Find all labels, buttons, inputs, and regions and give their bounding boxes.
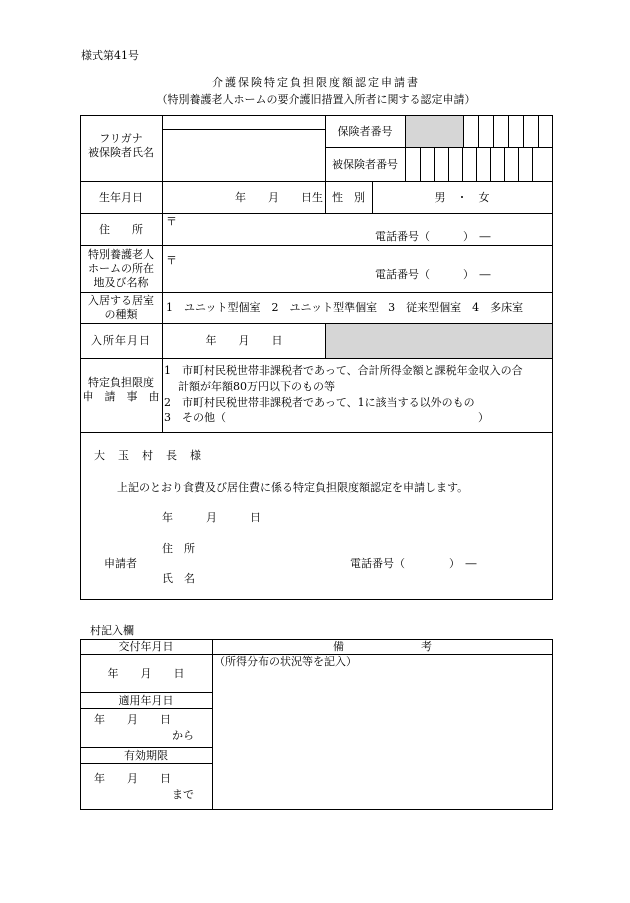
admission-date-label: 入所年月日 <box>91 334 151 347</box>
reason-option-3-close: ） <box>478 411 489 424</box>
facility-label-line3: 地及び名称 <box>93 276 149 289</box>
room-type-label <box>80 293 162 323</box>
facility-phone: 電話番号（ ） ― <box>375 268 491 281</box>
facility-field[interactable] <box>163 246 552 292</box>
apply-date-label: 適用年月日 <box>118 693 174 707</box>
reason-label <box>80 374 162 406</box>
applicant-label: 申請者 <box>104 557 137 570</box>
birth-date-field[interactable] <box>163 182 325 213</box>
valid-period-label: 有効期限 <box>124 748 168 762</box>
reason-option-1[interactable]: 1 市町村民税世帯非課税者であって、合計所得金額と課税年金収入の合 <box>164 364 523 377</box>
facility-label-line2: ホームの所在 <box>88 262 154 275</box>
page-subtitle: （特別養護老人ホームの要介護旧措置入所者に関する認定申請） <box>156 93 476 106</box>
room-type-label-line1: 入居する居室 <box>88 294 154 307</box>
birth-date-value: 年 月 日生 <box>235 190 323 204</box>
address-phone: 電話番号（ ） ― <box>375 230 491 243</box>
facility-label-line1: 特別養護老人 <box>88 248 154 261</box>
reason-option-3[interactable]: 3 その他（ <box>164 411 226 424</box>
furigana-field[interactable] <box>163 116 325 129</box>
issue-date-value: 年 月 日 <box>107 666 185 680</box>
reason-label-line1: 特定負担限度 <box>88 376 154 389</box>
insurer-number-field[interactable] <box>463 116 552 147</box>
remarks-field[interactable] <box>213 670 552 809</box>
admission-shaded-area <box>325 324 552 358</box>
room-type-label-line2: の種類 <box>104 308 138 321</box>
apply-date-value[interactable]: 年 月 日 <box>94 713 171 726</box>
insured-number-field[interactable] <box>406 148 552 181</box>
applicant-name-label: 氏 名 <box>162 572 195 585</box>
reason-option-2[interactable]: 2 市町村民税世帯非課税者であって、1に該当する以外のもの <box>164 396 475 409</box>
admission-date-value: 年 月 日 <box>205 334 283 347</box>
applicant-phone[interactable]: 電話番号（ ） ― <box>350 557 477 570</box>
sex-field[interactable] <box>372 182 552 213</box>
declaration-date[interactable]: 年 月 日 <box>162 511 261 524</box>
declaration-text: 上記のとおり食費及び居住費に係る特定負担限度額認定を申請します。 <box>117 481 469 494</box>
sex-label: 性 別 <box>332 190 365 204</box>
valid-period-until: まで <box>172 788 194 801</box>
insured-number-label: 被保険者番号 <box>332 157 398 171</box>
reason-option-1-cont: 計額が年額80万円以下のもの等 <box>178 380 335 393</box>
address-label: 住 所 <box>99 222 143 236</box>
village-section-title: 村記入欄 <box>90 624 134 637</box>
issue-date-field[interactable] <box>80 655 212 692</box>
sex-options: 男 ・ 女 <box>434 190 490 204</box>
room-type-options[interactable]: 1 ユニット型個室 2 ユニット型準個室 3 従来型個室 4 多床室 <box>166 301 524 314</box>
valid-period-value[interactable]: 年 月 日 <box>94 772 171 785</box>
facility-label <box>80 246 162 292</box>
addressee: 大 玉 村 長 様 <box>94 449 202 462</box>
birth-date-label: 生年月日 <box>99 190 143 204</box>
admission-date-field[interactable] <box>163 324 325 358</box>
issue-date-label: 交付年月日 <box>118 640 174 653</box>
remarks-label: 備 考 <box>333 640 432 653</box>
insurer-number-shaded <box>406 116 463 147</box>
remarks-note: （所得分布の状況等を記入） <box>214 655 357 668</box>
furigana-label: フリガナ <box>99 132 143 145</box>
applicant-address-label: 住 所 <box>162 542 195 555</box>
postal-mark: 〒 <box>166 215 177 228</box>
address-field[interactable] <box>163 214 552 245</box>
insured-name-text: 被保険者氏名 <box>88 146 154 159</box>
insurer-number-label: 保険者番号 <box>337 124 393 138</box>
page-title: 介護保険特定負担限度額認定申請書 <box>212 76 420 89</box>
form-number: 様式第41号 <box>81 49 139 62</box>
insured-name-field[interactable] <box>163 130 325 180</box>
insured-name-label <box>80 128 162 164</box>
apply-date-from: から <box>172 729 194 742</box>
facility-postal-mark: 〒 <box>166 254 177 267</box>
reason-label-line2: 申 請 事 由 <box>82 390 160 403</box>
